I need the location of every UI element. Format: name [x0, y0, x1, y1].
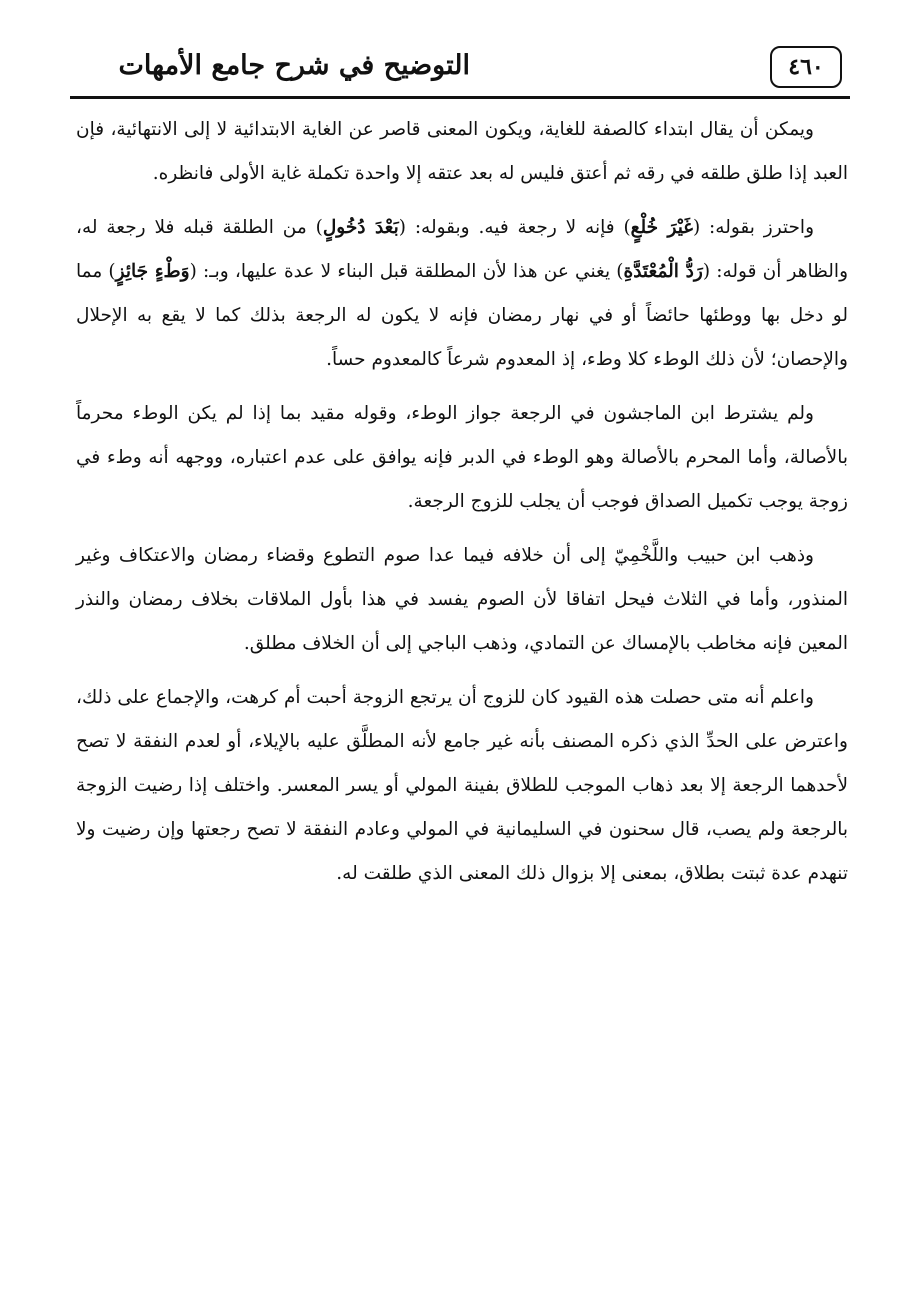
quoted-term: وَطْءٍ جَائِزٍ [115, 261, 190, 282]
page-number: ٤٦٠ [788, 54, 824, 80]
page-title: التوضيح في شرح جامع الأمهات [118, 50, 470, 81]
quoted-term: بَعْدَ دُخُولٍ [322, 217, 399, 238]
paragraph-1: ويمكن أن يقال ابتداء كالصفة للغاية، ويكون المعنى قاصر عن الغاية الابتدائية لا إلى الانتهائية، فإن العبد إذا طلق طلقه في رقه ثم أعتق فليس له بعد عتقه إلا واحدة تكملة غاية الأولى فانظره. [76, 119, 848, 184]
text-segment: واحترز بقوله: ( [692, 217, 814, 238]
text-segment: ) مما لو دخل بها ووطئها حائضاً أو في نهار رمضان فإنه لا يكون له الرجعة بذلك كما لا يقع به الإحلال والإحصان؛ لأن ذلك الوطء كلا وطء، إذ المعدوم شرعاً كالمعدوم حساً. [76, 261, 848, 370]
paragraph-5: واعلم أنه متى حصلت هذه القيود كان للزوج أن يرتجع الزوجة أحبت أم كرهت، والإجماع على ذلك، واعترض على الحدِّ الذي ذكره المصنف بأنه غير جامع لأنه المطلَّق عليه بالإيلاء، أو لعدم النفقة لا تصح لأحدهما الرجعة إلا بعد ذهاب الموجب للطلاق بفينة المولي أو يسر المعسر. واختلف إذا رضيت الزوجة بالرجعة ولم يصب، قال سحنون في السليمانية في المولي وعادم النفقة لا تصح رجعتها وإن رضيت ولا تنهدم عدة ثبتت بطلاق، بمعنى إلا بزوال ذلك المعنى الذي طلقت له. [76, 687, 848, 884]
header-rule [70, 96, 850, 99]
page-number-box [770, 46, 842, 88]
text-segment: ) فإنه لا رجعة فيه. وبقوله: ( [398, 217, 631, 238]
page-header [70, 42, 850, 102]
text-segment: ) من الطلقة قبله فلا رجعة له، والظاهر أن قوله: ( [76, 217, 849, 282]
quoted-term: غَيْرَ خُلْعٍ [630, 217, 693, 238]
paragraph-3: ولم يشترط ابن الماجشون في الرجعة جواز الوطء، وقوله مقيد بما إذا لم يكن الوطء محرماً بالأصالة، وأما المحرم بالأصالة وهو الوطء في الدبر فإنه يوافق على عدم اعتباره، ووجهه أنه وطء في زوجة يوجب تكميل الصداق فوجب أن يجلب للزوج الرجعة. [76, 403, 848, 512]
paragraph-4: وذهب ابن حبيب واللَّخْمِيّ إلى أن خلافه فيما عدا صوم التطوع وقضاء رمضان والاعتكاف وغير المنذور، وأما في الثلاث فيحل اتفاقا لأن الصوم يفسد في هذا بأول الملاقات بخلاف رمضان والنذر المعين فإنه مخاطب بالإمساك عن التمادي، وذهب الباجي إلى أن الخلاف مطلق. [76, 545, 848, 654]
quoted-term: رَدُّ الْمُعْتَدَّةِ [623, 261, 703, 282]
paragraph-2 [76, 206, 848, 382]
body-text [76, 108, 848, 906]
text-segment: ) يغني عن هذا لأن المطلقة قبل البناء لا عدة عليها، وبـ: ( [189, 261, 624, 282]
